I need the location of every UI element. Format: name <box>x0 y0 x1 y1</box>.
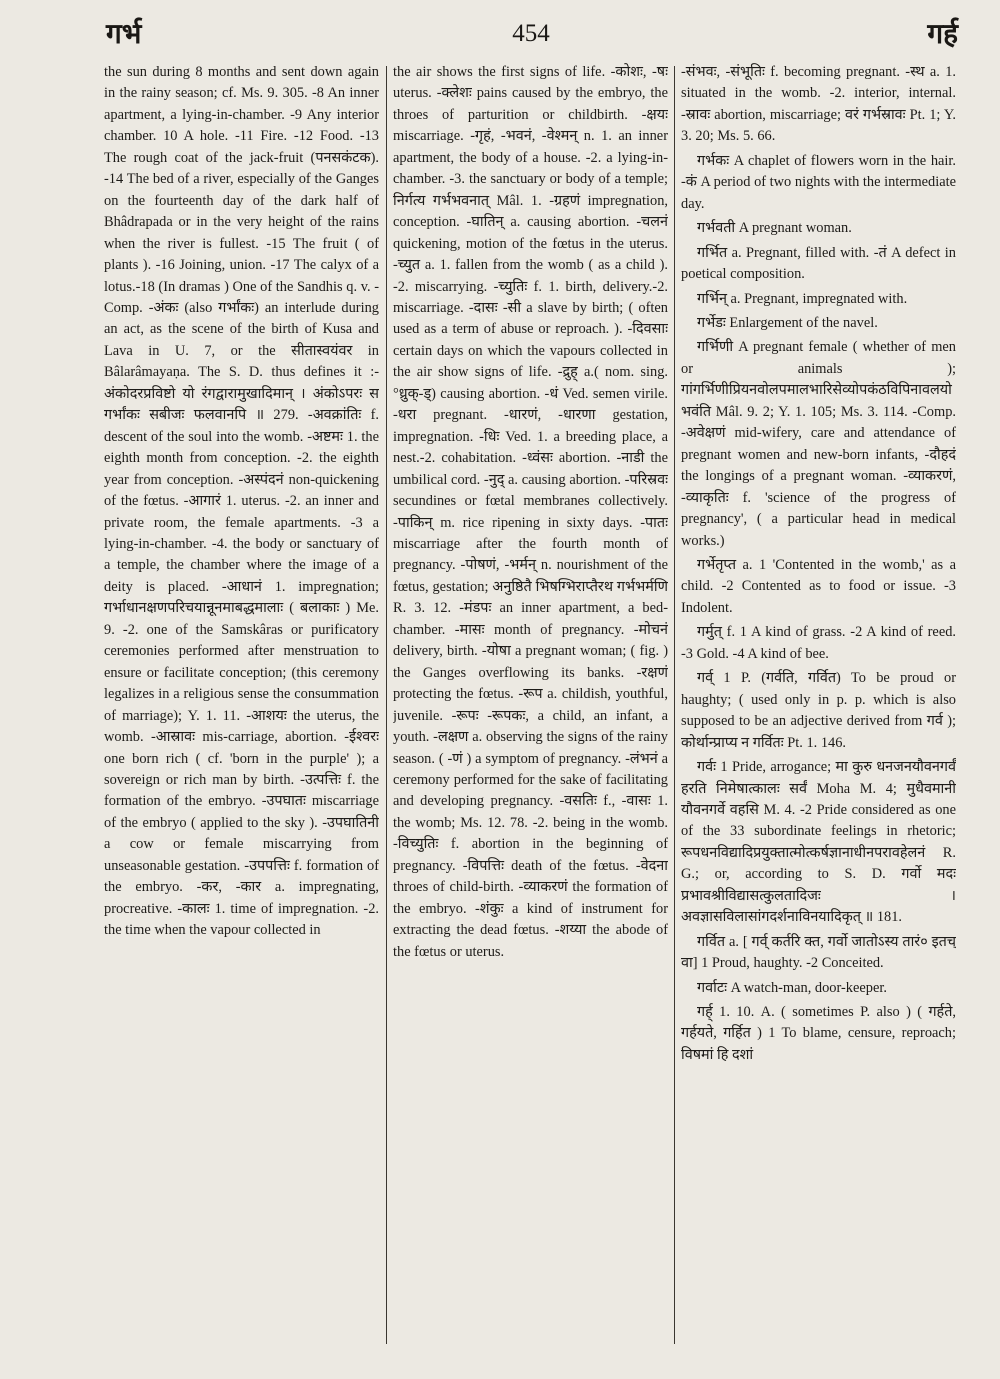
dictionary-entry: गर्भकः A chaplet of flowers worn in the hair. -कं A period of two nights with the intermediate day. <box>681 152 956 212</box>
column-1 <box>104 62 379 1350</box>
dictionary-entry: गर्मुत् f. 1 A kind of grass. -2 A kind of reed. -3 Gold. -4 A kind of bee. <box>681 624 956 662</box>
column-2 <box>393 62 668 1350</box>
dictionary-entry: गर्वाटः A watch-man, door-keeper. <box>697 979 887 996</box>
column-paragraph: -संभवः, -संभूतिः f. becoming pregnant. -स्थ a. 1. situated in the womb. -2. interior, internal. -स्रावः abortion, miscarriage; वरं गर्भस्रावः Pt. 1; Y. 3. 20; Ms. 5. 66. <box>681 64 956 145</box>
column-divider <box>674 66 675 1344</box>
dictionary-entry: गर्वः 1 Pride, arrogance; मा कुरु धनजनयौवनगर्वं हरति निमेषात्कालः सर्वं Moha M. 4; मुधैवमानी यौवनगर्वे वहसि M. 4. -2 Pride considered as one of the 33 subordinate feelings in rhetoric; रूपधनविद्यादिप्रयुक्तात्मोत्कर्षज्ञानाधीनपरावहेलनं R. G.; or, according to S. D. गर्वो मदः प्रभावश्रीविद्यासत्कुलतादिजः । अवज्ञासविलासांगदर्शनाविनयादिकृत् ॥ 181. <box>681 759 956 926</box>
dictionary-entry: गर्ह् 1. 10. A. ( sometimes P. also ) ( गर्हते, गर्हयते, गर्हित ) 1 To blame, censure, reproach; विषमां हि दशां <box>681 1004 956 1063</box>
dictionary-entry: गर्भित a. Pregnant, filled with. -तं A defect in poetical composition. <box>681 244 956 283</box>
column-3 <box>681 62 956 1350</box>
dictionary-entry: गर्भेडः Enlargement of the navel. <box>697 314 878 331</box>
right-running-headword: गर्ह <box>927 17 958 50</box>
dictionary-entry: गर्वित a. [ गर्व् कर्तरि क्त, गर्वो जातोऽस्य तारं० इतच् वा] 1 Proud, haughty. -2 Conceited. <box>681 933 956 972</box>
text-columns <box>104 62 956 1350</box>
dictionary-entry: गर्भेतृप्त a. 1 'Contented in the womb,' as a child. -2 Contented as to food or issue. -3 Indolent. <box>681 556 956 616</box>
column-paragraph: the sun during 8 months and sent down again in the rainy season; cf. Ms. 9. 305. -8 An inner apartment, a lying-in-chamber. -9 Any interior chamber. 10 A hole. -11 Fire. -12 Food. -13 The rough coat of the jack-fruit (पनसकंटक). -14 The bed of a river, especially of the Ganges on the fourteenth day of the dark half of Bhâdrapada or in the very height of the rains when the river is fullest. -15 The fruit ( of plants ). -16 Joining, union. -17 The calyx of a lotus.-18 (In dramas ) One of the Sandhis q. v. -Comp. -अंकः (also गर्भांकः) an interlude during an act, as the scene of the birth of Kusa and Lava in U. 7, or the सीतास्वयंवर in Bâlarâmayaṇa. The S. D. thus defines it :-अंकोदरप्रविष्टो यो रंगद्वारामुखादिमान् । अंकोऽपरः स गर्भांकः सबीजः फलवानपि ॥ 279. -अवक्रांतिः f. descent of the soul into the womb. -अष्टमः 1. the eighth month from conception. -2. the eighth year from conception. -अस्पंदनं non-quickening of the fœtus. -आगारं 1. uterus. -2. an inner and private room, the female apartments. -3 a lying-in-chamber. -4. the body or sanctuary of a temple, the chamber where the image of a deity is placed. -आधानं 1. impregnation; गर्भाधानक्षणपरिचयान्नूनमाबद्धमालाः ( बलाकाः ) Me. 9. -2. one of the Samskâras or purificatory ceremonies performed after menstruation to ensure or facilitate conception; (this ceremony legalizes in a religious sense the consummation of marriage); Y. 1. 11. -आशयः the uterus, the womb. -आस्रावः mis-carriage, abortion. -ईश्वरः one born rich ( cf. 'born in the purple' ); a sovereign or rich man by birth. -उत्पत्तिः f. the formation of the embryo. -उपघातः miscarriage of the embryo ( applied to the sky ). -उपघातिनी a cow or female miscarrying from unseasonable gestation. -उपपत्तिः f. formation of the embryo. -कर, -कार a. impregnating, procreative. -कालः 1. time of impregnation. -2. the time when the vapour collected in <box>104 64 379 939</box>
left-running-headword: गर्भ <box>106 17 142 50</box>
dictionary-entry: गर्व् 1 P. (गर्वति, गर्वित) To be proud or haughty; ( used only in p. p. which is also supposed to be an adjective derived from गर्व ); कोर्थान्प्राप्य न गर्वितः Pt. 1. 146. <box>681 670 956 751</box>
dictionary-entry: गर्भिणी A pregnant female ( whether of men or animals ); गांगर्भिणीप्रियनवोलपमालभारिसेव्योपकंठविपिनावलयो भवंति Mâl. 9. 2; Y. 1. 105; Ms. 3. 114. -Comp. -अवेक्षणं mid-wifery, care and attendance of pregnant women and new-born infants, -दौहदं the longings of a pregnant woman. -व्याकरणं, -व्याकृतिः f. 'science of the progress of pregnancy', ( a particular head in medical works.) <box>681 339 956 549</box>
dictionary-entry: गर्भिन् a. Pregnant, impregnated with. <box>697 290 908 307</box>
column-paragraph: the air shows the first signs of life. -कोशः, -षः uterus. -क्लेशः pains caused by the embryo, the throes of parturition or childbirth. -क्षयः miscarriage. -गृहं, -भवनं, -वेश्मन् n. 1. an inner apartment, the body of a house. -2. a lying-in-chamber. -3. the sanctuary or body of a temple; निर्गत्य गर्भभवनात् Mâl. 1. -ग्रहणं impregnation, conception. -घातिन् a. causing abortion. -चलनं quickening, motion of the fœtus in the uterus. -च्युत a. 1. fallen from the womb ( as a child ). -2. miscarrying. -च्युतिः f. 1. birth, delivery.-2. miscarriage. -दासः -सी a slave by birth; ( often used as a term of abuse or reproach. ). -दिवसाः certain days on which the vapours collected in the air show signs of life. -द्रुह् a.( nom. sing. °ध्रुक्-ड्) causing abortion. -धं Ved. semen virile. -धरा pregnant. -धारणं, -धारणा gestation, impregnation. -धिः Ved. 1. a breeding place, a nest.-2. cohabitation. -ध्वंसः abortion. -नाडी the umbilical cord. -नुद् a. causing abortion. -परिस्रवः secundines or fœtal membranes collectively. -पाकिन् m. rice ripening in sixty days. -पातः miscarriage after the fourth month of pregnancy. -पोषणं, -भर्मन् n. nourishment of the fœtus, gestation; अनुष्ठितै भिषग्भिराप्तैरथ गर्भभर्मणि R. 3. 12. -मंडपः an inner apartment, a bed-chamber. -मासः month of pregnancy. -मोचनं delivery, birth. -योषा a pregnant woman; ( fig. ) the Ganges overflowing its banks. -रक्षणं protecting the fœtus. -रूप a. childish, youthful, juvenile. -रूपः -रूपकः, a child, an infant, a youth. -लक्षण a. observing the signs of the rainy season. ( -णं ) a symptom of pregnancy. -लंभनं a ceremony performed for the sake of facilitating and developing pregnancy. -वसतिः f., -वासः 1. the womb; Ms. 12. 78. -2. being in the womb. -विच्युतिः f. abortion in the beginning of pregnancy. -विपत्तिः death of the fœtus. -वेदना throes of child-birth. -व्याकरणं the formation of the embryo. -शंकुः a kind of instrument for extracting the dead fœtus. -शय्या the abode of the fœtus or uterus. <box>393 64 668 960</box>
column-divider <box>386 66 387 1344</box>
page-header <box>100 14 962 54</box>
dictionary-entry: गर्भवती A pregnant woman. <box>697 220 852 237</box>
page-number: 454 <box>512 20 550 47</box>
